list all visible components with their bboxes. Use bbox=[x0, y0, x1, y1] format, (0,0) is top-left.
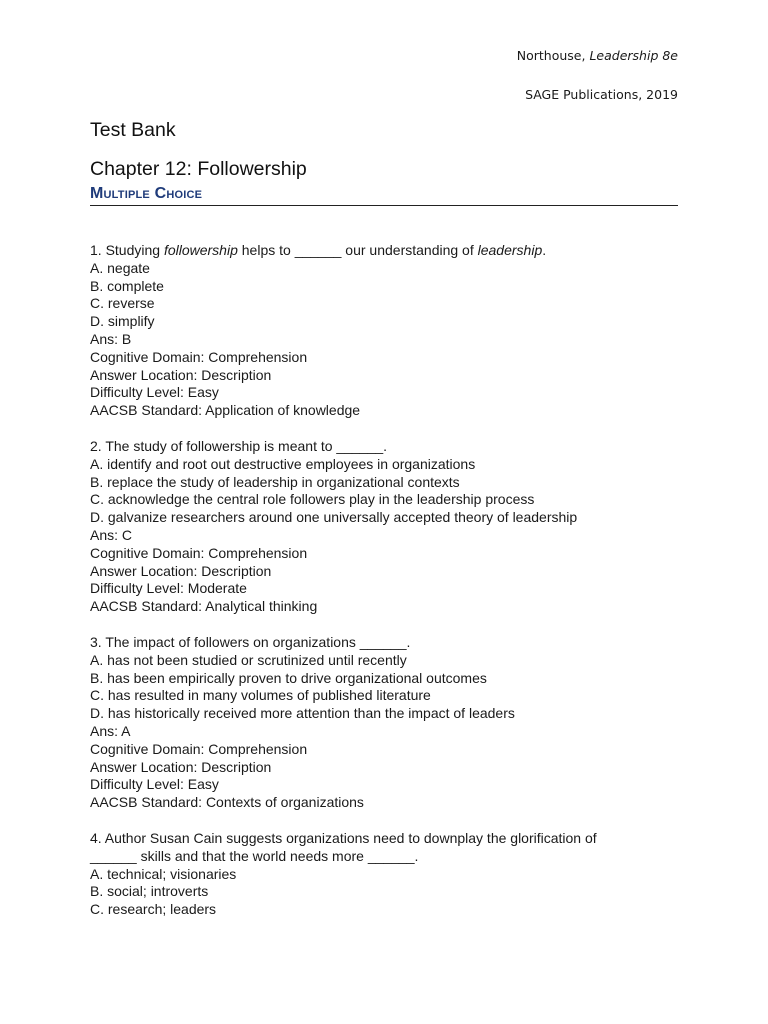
question-stem: 1. Studying followership helps to ______ our understanding of leadership. bbox=[90, 242, 547, 258]
question-2 bbox=[90, 438, 690, 616]
option-c: C. reverse bbox=[90, 295, 155, 312]
option-a: A. technical; visionaries bbox=[90, 865, 237, 882]
aacsb-standard: AACSB Standard: Analytical thinking bbox=[90, 598, 318, 615]
cognitive-domain: Cognitive Domain: Comprehension bbox=[90, 544, 308, 561]
aacsb-standard: AACSB Standard: Contexts of organizations bbox=[90, 794, 364, 811]
option-a: A. has not been studied or scrutinized until recently bbox=[90, 651, 407, 668]
question-stem: 2. The study of followership is meant to ______. bbox=[90, 437, 388, 454]
question-stem: 3. The impact of followers on organizations ______. bbox=[90, 633, 411, 650]
difficulty-level: Difficulty Level: Moderate bbox=[90, 580, 247, 597]
difficulty-level: Difficulty Level: Easy bbox=[90, 384, 219, 401]
header-book-title: Leadership 8e bbox=[589, 48, 678, 63]
option-b: B. complete bbox=[90, 277, 164, 294]
option-d: D. galvanize researchers around one universally accepted theory of leadership bbox=[90, 509, 578, 526]
option-b: B. social; introverts bbox=[90, 883, 209, 900]
question-stem-line-2: ______ skills and that the world needs more ______. bbox=[90, 847, 419, 864]
option-d: D. simplify bbox=[90, 313, 155, 330]
answer-location: Answer Location: Description bbox=[90, 758, 272, 775]
question-1 bbox=[90, 242, 690, 420]
option-c: C. acknowledge the central role followers play in the leadership process bbox=[90, 491, 535, 508]
header-author: Northouse, bbox=[516, 48, 590, 63]
answer-location: Answer Location: Description bbox=[90, 562, 272, 579]
option-c: C. has resulted in many volumes of published literature bbox=[90, 687, 431, 704]
option-a: A. identify and root out destructive employees in organizations bbox=[90, 455, 476, 472]
answer: Ans: A bbox=[90, 722, 131, 739]
question-stem-line-1: 4. Author Susan Cain suggests organizations need to downplay the glorification of bbox=[90, 829, 597, 846]
chapter-title: Chapter 12: Followership bbox=[90, 158, 307, 180]
section-heading-text: Multiple Choice bbox=[90, 185, 203, 202]
option-b: B. has been empirically proven to drive organizational outcomes bbox=[90, 669, 487, 686]
question-3 bbox=[90, 634, 690, 812]
section-heading bbox=[90, 185, 678, 206]
option-c: C. research; leaders bbox=[90, 901, 217, 918]
header-publisher: SAGE Publications, 2019 bbox=[525, 87, 678, 102]
page-title: Test Bank bbox=[90, 119, 176, 141]
difficulty-level: Difficulty Level: Easy bbox=[90, 776, 219, 793]
aacsb-standard: AACSB Standard: Application of knowledge bbox=[90, 402, 361, 419]
cognitive-domain: Cognitive Domain: Comprehension bbox=[90, 740, 308, 757]
option-d: D. has historically received more attention than the impact of leaders bbox=[90, 705, 515, 722]
question-4 bbox=[90, 830, 690, 919]
answer: Ans: B bbox=[90, 330, 132, 347]
cognitive-domain: Cognitive Domain: Comprehension bbox=[90, 348, 308, 365]
header-author-line bbox=[517, 48, 678, 63]
answer: Ans: C bbox=[90, 526, 133, 543]
option-a: A. negate bbox=[90, 259, 150, 276]
answer-location: Answer Location: Description bbox=[90, 366, 272, 383]
question-list bbox=[90, 242, 690, 937]
option-b: B. replace the study of leadership in organizational contexts bbox=[90, 473, 460, 490]
